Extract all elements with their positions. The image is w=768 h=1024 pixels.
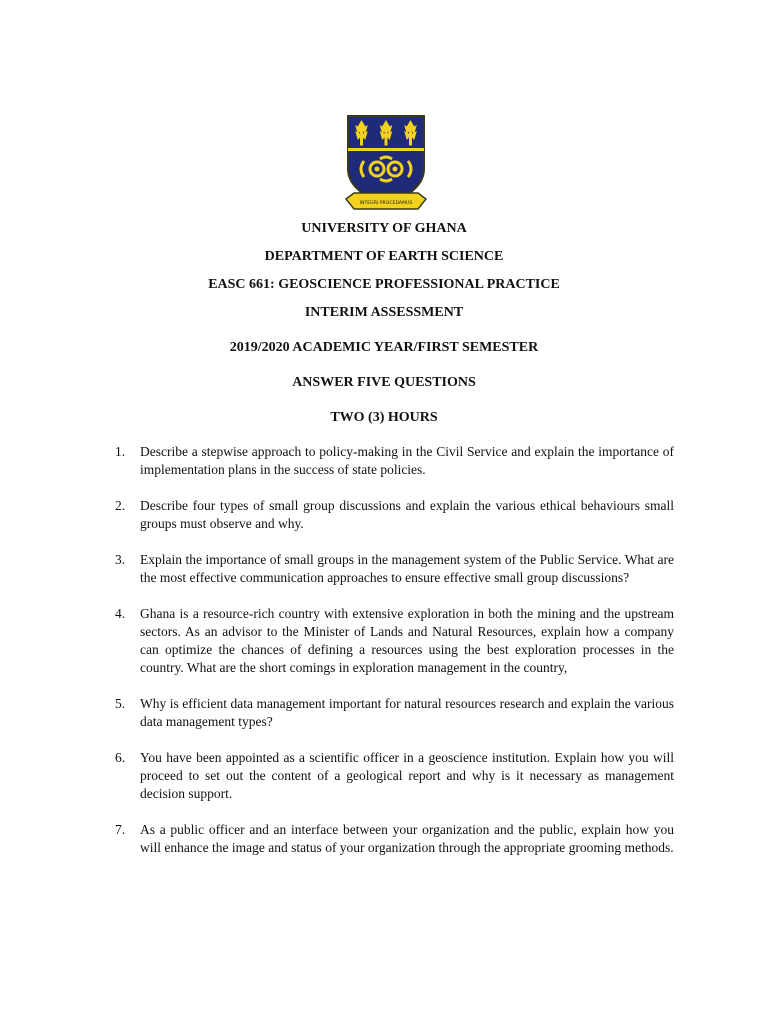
department-name: DEPARTMENT OF EARTH SCIENCE bbox=[264, 249, 504, 264]
university-crest-logo bbox=[344, 113, 428, 213]
question-item bbox=[110, 443, 674, 479]
question-text: Describe a stepwise approach to policy-making in the Civil Service and explain the importance of implementation plans in the success of state policies. bbox=[140, 444, 674, 477]
question-number: 6. bbox=[115, 750, 126, 765]
question-number: 5. bbox=[115, 696, 126, 711]
academic-session: 2019/2020 ACADEMIC YEAR/FIRST SEMESTER bbox=[229, 340, 539, 355]
question-number: 1. bbox=[115, 444, 126, 459]
question-number: 3. bbox=[115, 552, 126, 567]
assessment-title: INTERIM ASSESSMENT bbox=[304, 305, 464, 320]
question-number: 7. bbox=[115, 822, 126, 837]
question-item bbox=[110, 749, 674, 803]
exam-duration: TWO (3) HOURS bbox=[330, 410, 438, 425]
question-item bbox=[110, 605, 674, 677]
question-text: Describe four types of small group discussions and explain the various ethical behaviours small groups must observe and why. bbox=[140, 498, 674, 531]
question-text: As a public officer and an interface between your organization and the public, explain how you will enhance the image and status of your organization through the appropriate grooming methods. bbox=[140, 822, 674, 855]
question-item bbox=[110, 695, 674, 731]
question-item bbox=[110, 497, 674, 533]
question-item bbox=[110, 551, 674, 587]
question-text: You have been appointed as a scientific officer in a geoscience institution. Explain how you will proceed to set out the content of a geological report and why is it necessary as management decision support. bbox=[140, 750, 674, 801]
question-text: Why is efficient data management important for natural resources research and explain the various data management types? bbox=[140, 696, 674, 729]
crest-motto: INTEGRI PROCEDAMUS bbox=[359, 201, 413, 206]
question-number: 2. bbox=[115, 498, 126, 513]
question-number: 4. bbox=[115, 606, 126, 621]
question-text: Ghana is a resource-rich country with extensive exploration in both the mining and the upstream sectors. As an advisor to the Minister of Lands and Natural Resources, explain how a company can optimize the chances of defining a resources using the best exploration processes in the country. What are the short comings in exploration management in the country, bbox=[140, 606, 674, 675]
question-item bbox=[110, 821, 674, 857]
exam-instruction: ANSWER FIVE QUESTIONS bbox=[292, 375, 476, 390]
course-title: EASC 661: GEOSCIENCE PROFESSIONAL PRACTICE bbox=[208, 277, 560, 292]
question-list bbox=[110, 443, 674, 857]
question-text: Explain the importance of small groups in the management system of the Public Service. What are the most effective communication approaches to ensure effective small group discussions? bbox=[140, 552, 674, 585]
university-name: UNIVERSITY OF GHANA bbox=[301, 221, 467, 236]
